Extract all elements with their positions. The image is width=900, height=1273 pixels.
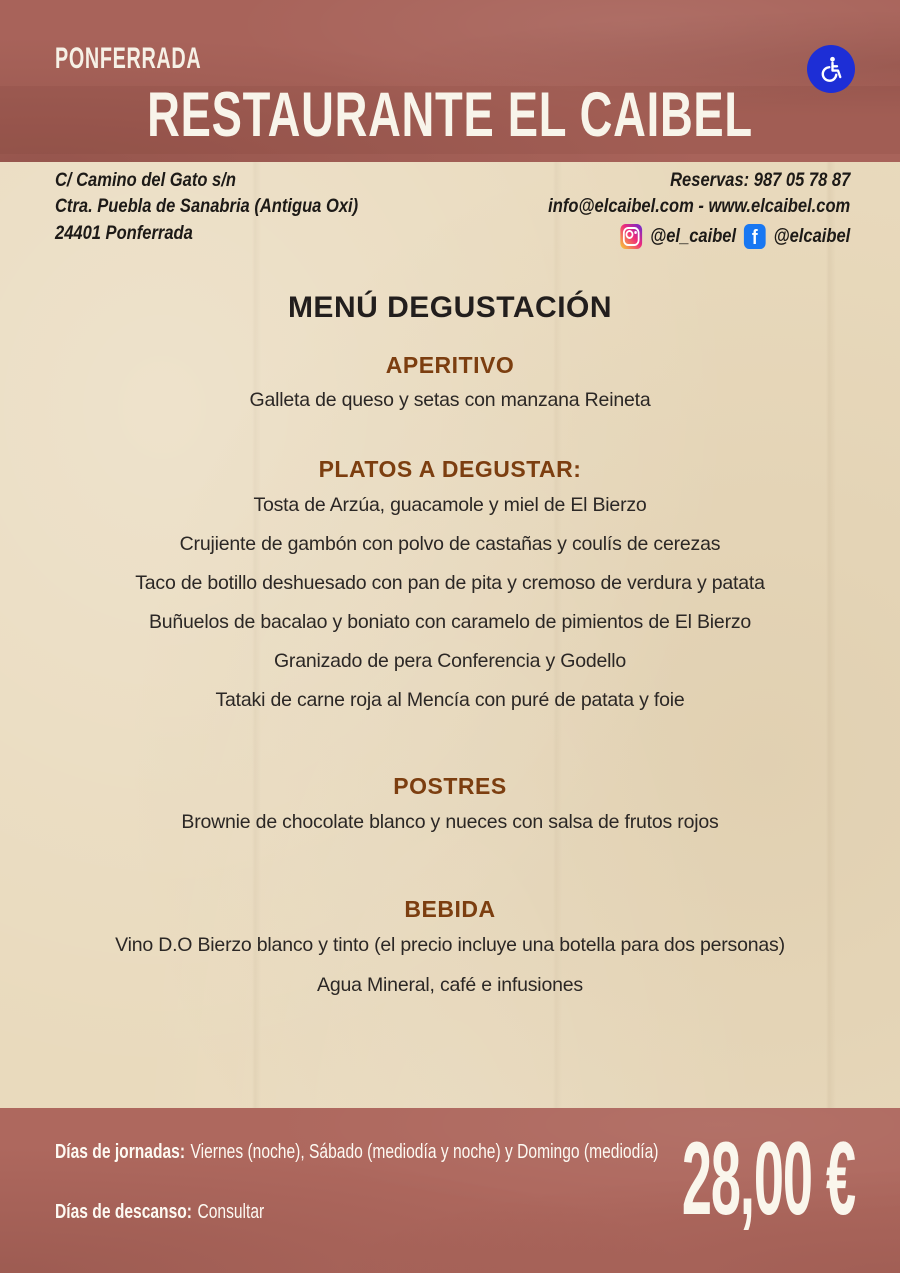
reservations-line: Reservas: 987 05 78 87 <box>669 170 850 191</box>
address-line-3: 24401 Ponferrada <box>55 222 193 244</box>
instagram-flash-dot <box>634 231 637 234</box>
facebook-f-glyph: f <box>751 227 758 250</box>
section-heading-aperitivo: APERITIVO <box>385 352 515 378</box>
menu-item: Vino D.O Bierzo blanco y tinto (el precio incluye una botella para dos personas) <box>115 934 785 956</box>
section-items-aperitivo <box>0 381 900 420</box>
accessibility-badge <box>807 45 855 93</box>
instagram-camera-outline <box>623 227 640 246</box>
city-label: PONFERRADA <box>55 42 202 75</box>
instagram-icon <box>620 224 642 249</box>
menu-price: 28,00 € <box>681 1121 855 1237</box>
menu-item: Brownie de chocolate blanco y nueces con salsa de frutos rojos <box>181 811 719 833</box>
closed-days-line <box>55 1198 264 1226</box>
menu-title: MENÚ DEGUSTACIÓN <box>287 291 613 324</box>
facebook-handle: @elcaibel <box>773 225 850 247</box>
section-heading-postres: POSTRES <box>393 773 507 799</box>
contact-block <box>548 168 850 250</box>
facebook-icon <box>744 224 766 249</box>
section-heading-bebida: BEBIDA <box>404 896 496 922</box>
closed-days-label: Días de descanso: <box>55 1201 192 1223</box>
menu-item: Tataki de carne roja al Mencía con puré de patata y foie <box>215 689 685 711</box>
footer-band <box>0 1108 900 1273</box>
wheelchair-icon <box>816 54 846 84</box>
section-items-postres <box>0 803 900 842</box>
instagram-handle: @el_caibel <box>649 225 736 247</box>
email-web-line: info@elcaibel.com - www.elcaibel.com <box>547 196 850 218</box>
address-line-1: C/ Camino del Gato s/n <box>55 170 236 191</box>
instagram-lens <box>625 230 633 239</box>
menu-item: Crujiente de gambón con polvo de castañas y coulís de cerezas <box>179 533 721 555</box>
section-items-platos <box>0 486 900 720</box>
section-items-bebida <box>0 926 900 1005</box>
service-days-line <box>55 1138 658 1166</box>
menu-item: Buñuelos de bacalao y boniato con caramelo de pimientos de El Bierzo <box>148 611 752 633</box>
address-block <box>55 168 358 247</box>
closed-days-value: Consultar <box>197 1201 265 1223</box>
menu-item: Tosta de Arzúa, guacamole y miel de El Bierzo <box>253 494 647 516</box>
address-line-2: Ctra. Puebla de Sanabria (Antigua Oxi) <box>55 196 359 218</box>
section-heading-platos: PLATOS A DEGUSTAR: <box>318 456 582 482</box>
restaurant-title: RESTAURANTE EL CAIBEL <box>147 80 753 150</box>
header-band <box>0 0 900 162</box>
menu-item: Granizado de pera Conferencia y Godello <box>273 650 627 672</box>
service-days-value: Viernes (noche), Sábado (mediodía y noche) y Domingo (mediodía) <box>190 1141 659 1163</box>
menu-item: Agua Mineral, café e infusiones <box>317 973 583 996</box>
social-row <box>548 224 850 250</box>
menu-item: Taco de botillo deshuesado con pan de pita y cremoso de verdura y patata <box>135 572 765 594</box>
service-days-label: Días de jornadas: <box>55 1141 186 1163</box>
menu-item: Galleta de queso y setas con manzana Reineta <box>249 389 651 411</box>
